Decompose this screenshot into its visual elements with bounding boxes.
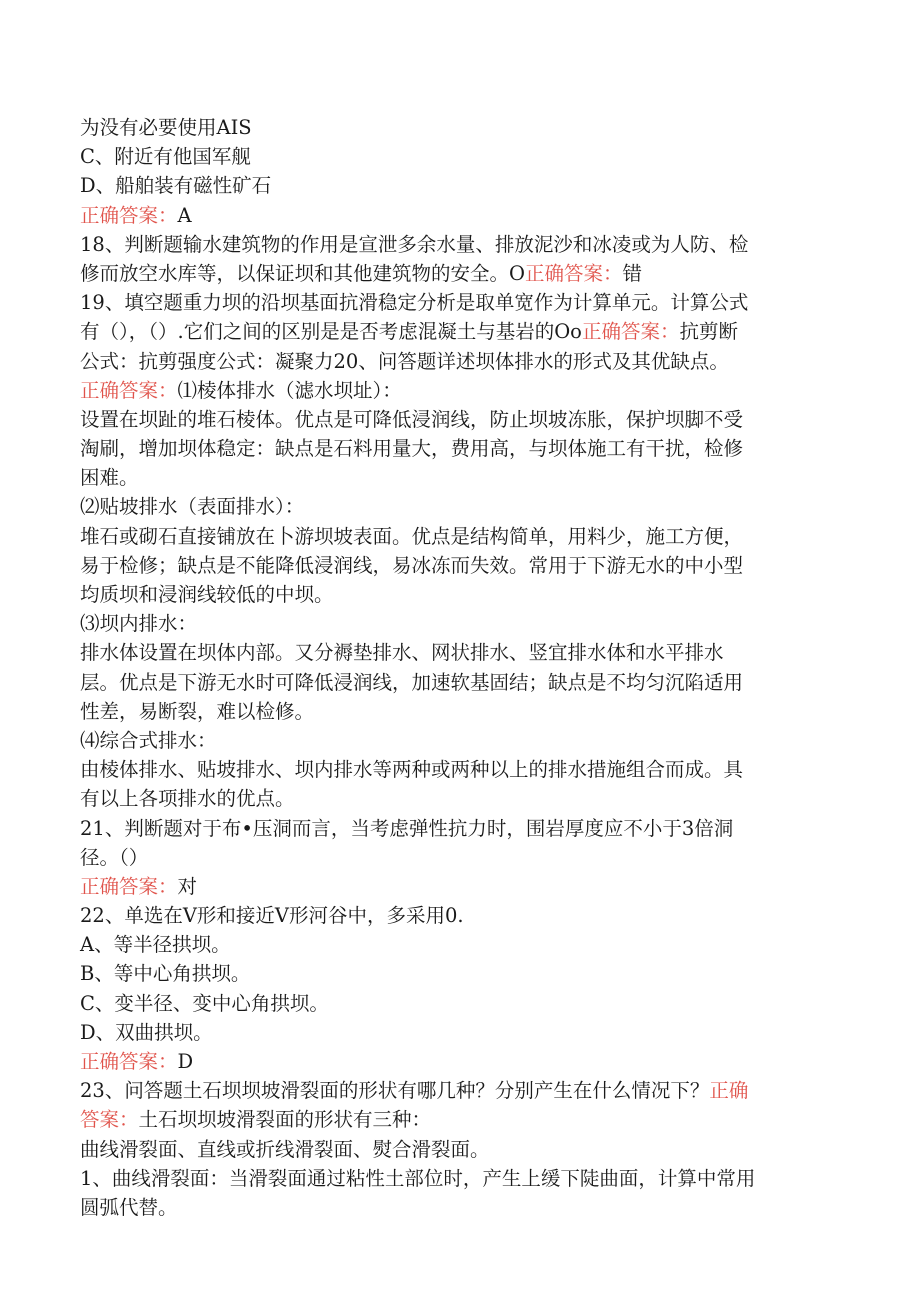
- text-segment: ⑵贴坡排水（表面排水）：: [80, 495, 305, 519]
- text-line: [80, 463, 840, 492]
- text-segment: 性差，易断裂，难以检修。: [80, 699, 315, 723]
- text-line: [80, 668, 840, 697]
- text-line: [80, 726, 840, 755]
- document-body: [80, 113, 840, 1222]
- text-segment: 有（），（）.它们之间的区别是是否考虑混凝土与基岩的Oo: [80, 320, 582, 344]
- text-line: [80, 142, 840, 171]
- text-line: [80, 113, 840, 142]
- text-segment: D、船舶装有磁性矿石: [80, 174, 272, 198]
- text-segment: 由棱体排水、贴坡排水、坝内排水等两种或两种以上的排水措施组合而成。具: [80, 758, 744, 782]
- text-line: [80, 347, 840, 376]
- text-segment: 1、曲线滑裂面：当滑裂面通过粘性土部位时，产生上缓下陡曲面，计算中常用: [80, 1166, 756, 1190]
- text-line: [80, 171, 840, 200]
- text-line: [80, 317, 840, 346]
- answer-label: 正确答案：: [80, 203, 178, 227]
- text-segment: 22、单选在V形和接近V形河谷中，多采用0.: [80, 904, 464, 928]
- text-line: [80, 201, 840, 230]
- text-line: [80, 755, 840, 784]
- text-segment: 曲线滑裂面、直线或折线滑裂面、熨合滑裂面。: [80, 1137, 490, 1161]
- text-line: [80, 492, 840, 521]
- text-segment: 有以上各项排水的优点。: [80, 787, 295, 811]
- text-line: [80, 1018, 840, 1047]
- text-line: [80, 434, 840, 463]
- answer-label: 正确答案：: [80, 874, 178, 898]
- text-segment: 公式：抗剪强度公式：凝聚力20、问答题详述坝体排水的形式及其优缺点。: [80, 349, 729, 373]
- text-segment: 19、填空题重力坝的沿坝基面抗滑稳定分析是取单宽作为计算单元。计算公式: [80, 291, 749, 315]
- text-line: [80, 930, 840, 959]
- text-line: [80, 901, 840, 930]
- text-line: [80, 1193, 840, 1222]
- text-segment: 均质坝和浸润线较低的中坝。: [80, 583, 334, 606]
- answer-label: 正确答案：: [80, 378, 178, 402]
- text-line: [80, 1164, 840, 1193]
- text-segment: ⑴棱体排水（滤水坝址）：: [177, 378, 402, 402]
- answer-label: 正确: [709, 1079, 749, 1103]
- text-line: [80, 638, 840, 667]
- text-segment: D: [177, 1050, 194, 1073]
- text-segment: D、双曲拱坝。: [80, 1020, 213, 1044]
- text-segment: 堆石或砌石直接铺放在卜游坝坡表面。优点是结构简单，用料少，施工方便，: [80, 524, 744, 548]
- text-line: [80, 1076, 840, 1105]
- text-segment: A: [177, 203, 192, 227]
- text-segment: 层。优点是下游无水时可降低浸润线，加速软基固结；缺点是不均匀沉陷适用: [80, 670, 744, 694]
- answer-label: 正确答案：: [525, 261, 623, 285]
- text-segment: 18、判断题输水建筑物的作用是宣泄多余水量、排放泥沙和冰凌或为人防、检: [80, 232, 749, 256]
- text-segment: 为没有必要使用AIS: [80, 116, 252, 139]
- text-segment: B、等中心角拱坝。: [80, 962, 251, 986]
- text-segment: ⑷综合式排水：: [80, 728, 217, 752]
- text-line: [80, 259, 840, 288]
- text-line: [80, 872, 840, 901]
- text-line: [80, 609, 840, 638]
- text-line: [80, 288, 840, 317]
- text-segment: C、附近有他国军舰: [80, 145, 251, 169]
- text-line: [80, 522, 840, 551]
- text-segment: 23、问答题土石坝坝坡滑裂面的形状有哪几种？分别产生在什么情况下？: [80, 1079, 710, 1103]
- text-segment: 修而放空水库等，以保证坝和其他建筑物的安全。O: [80, 261, 525, 285]
- answer-label: 正确答案：: [581, 320, 680, 344]
- text-line: [80, 959, 840, 988]
- text-segment: C、变半径、变中心角拱坝。: [80, 991, 329, 1015]
- text-segment: 淘刷，增加坝体稳定：缺点是石料用量大，费用高，与坝体施工有干扰，检修: [80, 437, 744, 461]
- text-segment: 圆弧代替。: [80, 1195, 178, 1219]
- text-line: [80, 405, 840, 434]
- text-segment: 设置在坝趾的堆石棱体。优点是可降低浸润线，防止坝坡冻胀，保护坝脚不受: [80, 407, 744, 431]
- text-segment: A、等半径拱坝。: [80, 933, 231, 957]
- text-segment: 对: [177, 874, 198, 898]
- text-line: [80, 989, 840, 1018]
- text-segment: 易于检修；缺点是不能降低浸润线，易冰冻而失效。常用于下游无水的中小型: [80, 553, 744, 577]
- text-segment: 错: [622, 261, 643, 285]
- text-line: [80, 1105, 840, 1134]
- text-line: [80, 843, 840, 872]
- text-line: [80, 1135, 840, 1164]
- text-line: [80, 230, 840, 259]
- text-line: [80, 376, 840, 405]
- text-segment: 抗剪断: [679, 320, 738, 344]
- text-line: [80, 814, 840, 843]
- text-segment: 土石坝坝坡滑裂面的形状有三种：: [138, 1108, 432, 1132]
- text-segment: 径。（）: [80, 845, 149, 869]
- answer-label: 答案：: [80, 1108, 139, 1132]
- text-line: [80, 580, 840, 609]
- text-segment: 21、判断题对于布•压洞而言，当考虑弹性抗力时，围岩厚度应不小于3倍洞: [80, 816, 734, 840]
- text-segment: 排水体设置在坝体内部。又分褥垫排水、网状排水、竖宜排水体和水平排水: [80, 641, 724, 665]
- text-segment: ⑶坝内排水：: [80, 612, 198, 636]
- answer-label: 正确答案：: [80, 1050, 178, 1073]
- text-line: [80, 1047, 840, 1076]
- text-segment: 困难。: [80, 466, 139, 490]
- text-line: [80, 784, 840, 813]
- text-line: [80, 697, 840, 726]
- text-line: [80, 551, 840, 580]
